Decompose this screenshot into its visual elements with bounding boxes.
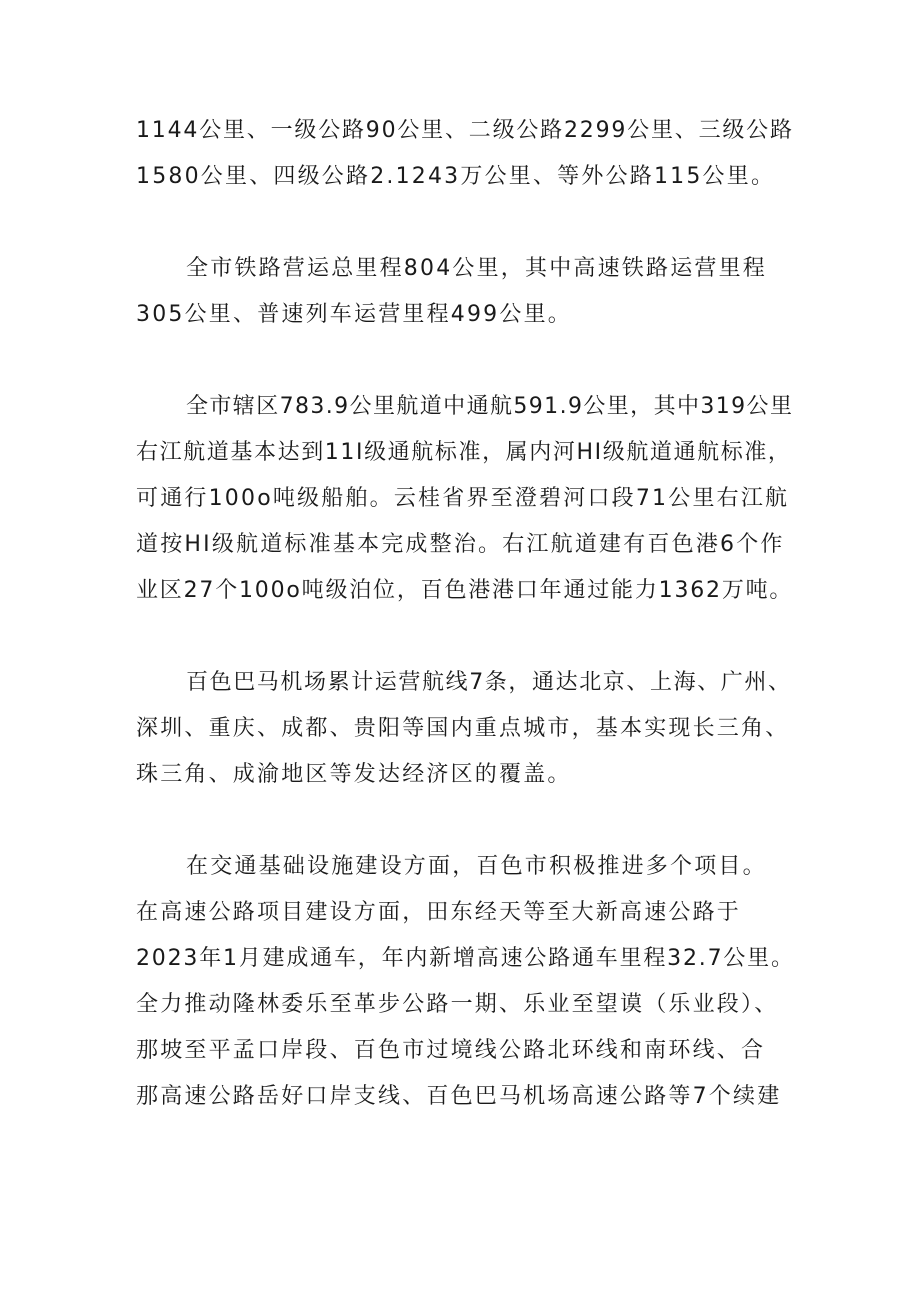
paragraph-railway	[136, 246, 796, 338]
text-line: 道按HI级航道标准基本完成整治。右江航道建有百色港6个作	[136, 532, 785, 557]
text-line: 深圳、重庆、成都、贵阳等国内重点城市，基本实现长三角、	[136, 716, 790, 741]
text-line: 全市辖区783.9公里航道中通航591.9公里，其中319公里	[186, 394, 794, 419]
text-line: 全力推动隆林委乐至革步公路一期、乐业至望谟（乐业段）、	[136, 992, 779, 1017]
text-line: 珠三角、成渝地区等发达经济区的覆盖。	[136, 762, 572, 787]
paragraph-infrastructure	[136, 844, 796, 1120]
text-line: 2023年1月建成通车，年内新增高速公路通车里程32.7公里。	[136, 946, 795, 971]
text-line: 305公里、普速列车运营里程499公里。	[136, 302, 572, 327]
text-line: 1144公里、一级公路90公里、二级公路2299公里、三级公路	[136, 118, 794, 143]
paragraph-airport	[136, 660, 796, 798]
text-line: 在高速公路项目建设方面，田东经天等至大新高速公路于	[136, 900, 742, 925]
text-line: 右江航道基本达到11I级通航标准，属内河HI级航道通航标准，	[136, 440, 792, 465]
document-body	[136, 108, 796, 1166]
paragraph-waterway	[136, 384, 796, 614]
text-line: 全市铁路营运总里程804公里，其中高速铁路运营里程	[186, 256, 767, 281]
text-line: 百色巴马机场累计运营航线7条，通达北京、上海、广州、	[186, 670, 792, 695]
text-line: 在交通基础设施建设方面，百色市积极推进多个项目。	[186, 854, 767, 879]
paragraph-highway-grades	[136, 108, 796, 200]
text-line: 可通行100o吨级船舶。云桂省界至澄碧河口段71公里右江航	[136, 486, 790, 511]
text-line: 业区27个100o吨级泊位，百色港港口年通过能力1362万吨。	[136, 578, 794, 603]
text-line: 那高速公路岳好口岸支线、百色巴马机场高速公路等7个续建	[136, 1084, 782, 1109]
text-line: 那坡至平孟口岸段、百色市过境线公路北环线和南环线、合	[136, 1038, 766, 1063]
text-line: 1580公里、四级公路2.1243万公里、等外公路115公里。	[136, 164, 776, 189]
